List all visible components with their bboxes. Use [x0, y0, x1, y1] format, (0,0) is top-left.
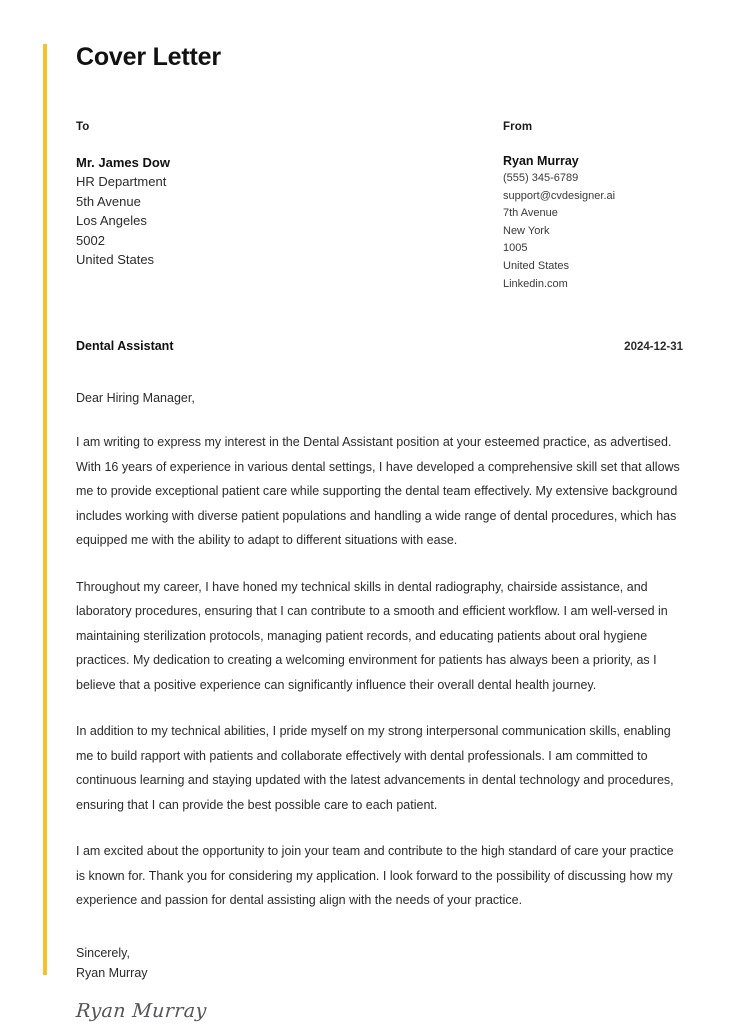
valediction: Sincerely,: [76, 945, 130, 960]
body-paragraph: In addition to my technical abilities, I pride myself on my strong interpersonal communication skills, enabling me to build rapport with patients and collaborate effectively with dental professionals. I am committed to continuous learning and staying updated with the latest advancements in dental technology and procedures, ensuring that I can provide the best possible care to each patient.: [76, 724, 674, 812]
sender-website: Linkedin.com: [503, 277, 568, 290]
body-paragraph: Throughout my career, I have honed my technical skills in dental radiography, chairside assistance, and laboratory procedures, ensuring that I can contribute to a smooth and efficient workflow. I am well-versed in maintaining sterilization protocols, managing patient records, and educating patients about oral hygiene practices. My dedication to creating a welcoming environment for patients has always been a priority, as I believe that a positive experience can significantly influence their overall dental health journey.: [76, 579, 668, 692]
closing-name: Ryan Murray: [76, 966, 148, 981]
body-paragraph: I am writing to express my interest in the Dental Assistant position at your esteemed practice, as advertised. With 16 years of experience in various dental settings, I have developed a comprehensive skill set that allows me to provide exceptional patient care while supporting the dental team effectively. My extensive background includes working with diverse patient populations and handling a wide range of dental procedures, which has equipped me with the ability to adapt to different situations with ease.: [76, 435, 680, 548]
sender-line: New York: [503, 224, 550, 237]
recipient-block: [76, 121, 503, 294]
page-title: Cover Letter: [76, 43, 221, 71]
recipient-line: HR Department: [76, 174, 167, 190]
sender-email: support@cvdesigner.ai: [503, 189, 616, 202]
address-block: [76, 121, 683, 294]
letter-content: [76, 44, 683, 1022]
recipient-line: United States: [76, 252, 155, 268]
subject-line: Dental Assistant: [76, 339, 174, 354]
body-paragraph: I am excited about the opportunity to join your team and contribute to the high standard of care your practice is known for. Thank you for considering my application. I look forward to the possibility of discussing how my experience and passion for dental assisting align with the needs of your practice.: [76, 844, 674, 908]
recipient-line: 5002: [76, 232, 105, 248]
sender-line: 7th Avenue: [503, 207, 558, 220]
subject-row: [76, 339, 683, 353]
sender-label: From: [503, 120, 533, 133]
recipient-line: 5th Avenue: [76, 193, 141, 209]
sender-line: 1005: [503, 242, 528, 255]
recipient-line: Los Angeles: [76, 213, 147, 229]
sender-line: United States: [503, 260, 570, 273]
recipient-name: Mr. James Dow: [76, 154, 170, 170]
sender-phone: (555) 345-6789: [503, 172, 579, 185]
recipient-label: To: [76, 120, 90, 133]
sender-name: Ryan Murray: [503, 153, 579, 168]
closing-block: [76, 943, 683, 984]
salutation: Dear Hiring Manager,: [76, 391, 195, 406]
signature: Ryan Murray: [75, 999, 208, 1022]
letter-date: 2024-12-31: [624, 341, 683, 354]
sender-block: [503, 121, 683, 294]
accent-bar: [43, 44, 47, 975]
